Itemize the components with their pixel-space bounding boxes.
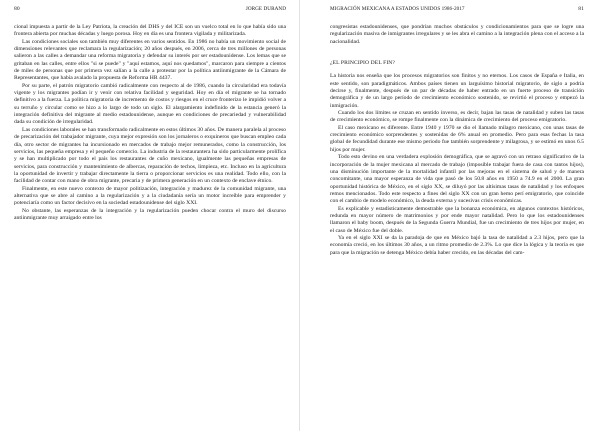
paragraph: Es explicable y estadísticamente demostrable que la bonanza económica, en algunos contextos históricos, redunda en mayor número de matrimonios y por ende mayor natalidad. Pero lo que los estadounidenses llamaron el baby boom, después de la Segunda Guerra Mundial, fue un crecimiento de tres hijos por mujer, en el caso de México fue del doble. (330, 205, 584, 234)
right-page-header (330, 6, 584, 16)
running-head-author: JORGE DURAND (245, 6, 286, 12)
left-page-body (14, 24, 286, 222)
paragraph: Cuando los dos límites se cruzan en sentido inverso, es decir, bajan las tasas de natalidad y suben las tasas de crecimiento económico, se rompe finalmente con la dinámica de crecimiento del proceso emigratorio. (330, 110, 584, 124)
paragraph: Ya en el siglo XXI se da la paradoja de que en México bajó la tasa de natalidad a 2.3 hijos, pero que la economía creció, en los últimos 30 años, a un ritmo promedio de 2.3%. Lo que dice la lógica y la teoría es que para que la migración se detenga México debía haber crecido, en las décadas del cam- (330, 234, 584, 256)
page-number-right: 81 (578, 6, 584, 12)
right-page (300, 0, 600, 431)
paragraph: Por su parte, el patrón migratorio cambió radicalmente con respecto al de 1986, cuando la circularidad era todavía vigente y los migrantes podían ir y venir con relativa facilidad y seguridad. Hoy en día el migrante se ha tornado definitivo a la fuerza. La política migratoria de incremento de costos y riesgos en el cruce fronterizo le impidió volver a su terruño y circular como se hizo a lo largo de todo un siglo. El alargamiento indefinido de la estancia generó la integración definitiva del migrante al medio estadounidense, aunque en condiciones de precariedad y vulnerabilidad dada su condición de irregularidad. (14, 82, 286, 126)
left-page-header (14, 6, 286, 16)
paragraph: Todo esto devino en una verdadera explosión demográfica, que se agravó con un retraso significativo de la incorporación de la mujer mexicana al mercado de trabajo (imposible trabajar fuera de casa con tantos hijos), una disminución importante de la mortalidad infantil por las mejoras en el sistema de salud y de manera concomitante, una mayor esperanza de vida que pasó de los 50.8 años en 1950 a 74.9 en el 2000. La gran oportunidad histórica de México, en el siglo XX, se diluyó por las altísimas tasas de natalidad y los enfoques remos mencionados. Todo este respecto a fines del siglo XX con un gran hemo perí emigratorio, que coincide con el cambio de modelo económico, la deuda externa y sucesivas crisis económicas. (330, 154, 584, 205)
paragraph: Las condiciones sociales son también muy diferentes en varios sentidos. En 1986 no había un movimiento social de dimensiones relevantes que reclamara la regularización; 20 años después, en 2006, cerca de tres millones de personas salieron a las calles a demandar una reforma migratoria y defendar su interés por ser estadounidense. Los lemas que se gritaban en las calles, entre ellos "si se puede" y "aquí estamos, aquí nos quedamos", marcaron para siempre a cientos de miles de personas que por primera vez salían a la calle a protestar por la política antiinmigrante de la Cámara de Representantes, que había avalado la propuesta de Reforma HR 4437. (14, 38, 286, 82)
paragraph: El caso mexicano es diferente. Entre 1940 y 1970 se dio el llamado milagro mexicano, con unas tasas de crecimiento económico sorprendentes y sostenidas de 6% anual en promedio. Pero para esas fechas la tasa global de fecundidad durante ese mismo periodo fue también sorprendente y milagrosa, y se estimó en unos 6.5 hijos por mujer. (330, 124, 584, 153)
paragraph: congresistas estadounidenses, que pondrían muchos obstáculos y condicionamientos para que se logre una regularización masiva de inmigrantes irregulares y se les abra el camino a la integración plena con el acceso a la nacionalidad. (330, 24, 584, 45)
paragraph: La historia nos enseña que los procesos migratorios son finitos y no eternos. Los casos de España e Italia, en este sentido, son paradigmáticos. Ambos países tienen un larguísimo historial migratorio, de siglo a podría decirse y, finalmente, después de un par de décadas de haber entrado en un fuerte proceso de transición demográfica y de un largo período de crecimiento económico sostenido, se revirtió el proceso y empezó la inmigración. (330, 73, 584, 109)
paragraph: No obstante, las esperanzas de la integración y la regularización pueden chocar contra el muro del discurso antiinmigrante muy arraigado entre los (14, 207, 286, 221)
running-head-title: MIGRACIÓN MEXICANA A ESTADOS UNIDOS 1986-2017 (330, 6, 465, 12)
section-heading: ¿EL PRINCIPIO DEL FIN? (330, 60, 396, 67)
page-number-left: 80 (14, 6, 20, 12)
paragraph: Las condiciones laborales se han transformado radicalmente en estos últimos 30 años. De manera paralela al proceso de precarización del trabajador migrante, cuya mejor expresión son los jornaleros o exquineros que buscan empleo cada día, otro sector de migrantes ha incursionado en mercados de trabajo mejor remunerados, como la construcción, los servicios, las pequeña empresa y el pequeño comercio. La industria de la restaurantera ha sido particularmente prolífica y se han multiplicado por todo el país los restaurantes de cuño mexicano, igualmente las pequeñas empresas de servicios, para construcción y mantenimiento de albercas, reparación de techos, limpieza, etc. Incluso en la agricultura la oportunidad de invertir y trabajar directamente la tierra o proporcionar servicios es una realidad. Todo ello, con la facilidad de contar con mano de obra migrante, precaria y de primera generación en un contexto de enclave étnico. (14, 126, 286, 185)
paragraph: cional impuesta a partir de la Ley Patriota, la creación del DHS y del ICE son un vuelco total en lo que había sido una frontera abierta por muchas décadas y luego porosa. Hoy en día es una frontera vigilada y militarizada. (14, 24, 286, 38)
right-page-body (330, 24, 584, 257)
paragraph: Finalmente, en este nuevo contexto de mayor politización, integración y madurez de la comunidad migrante, una alternativa que se abre al camino a la regularización y a la ciudadanía sería un motor increíble para emprender y potenciaría como un factor decisivo en la sociedad estadounidense del siglo XXI. (14, 185, 286, 207)
